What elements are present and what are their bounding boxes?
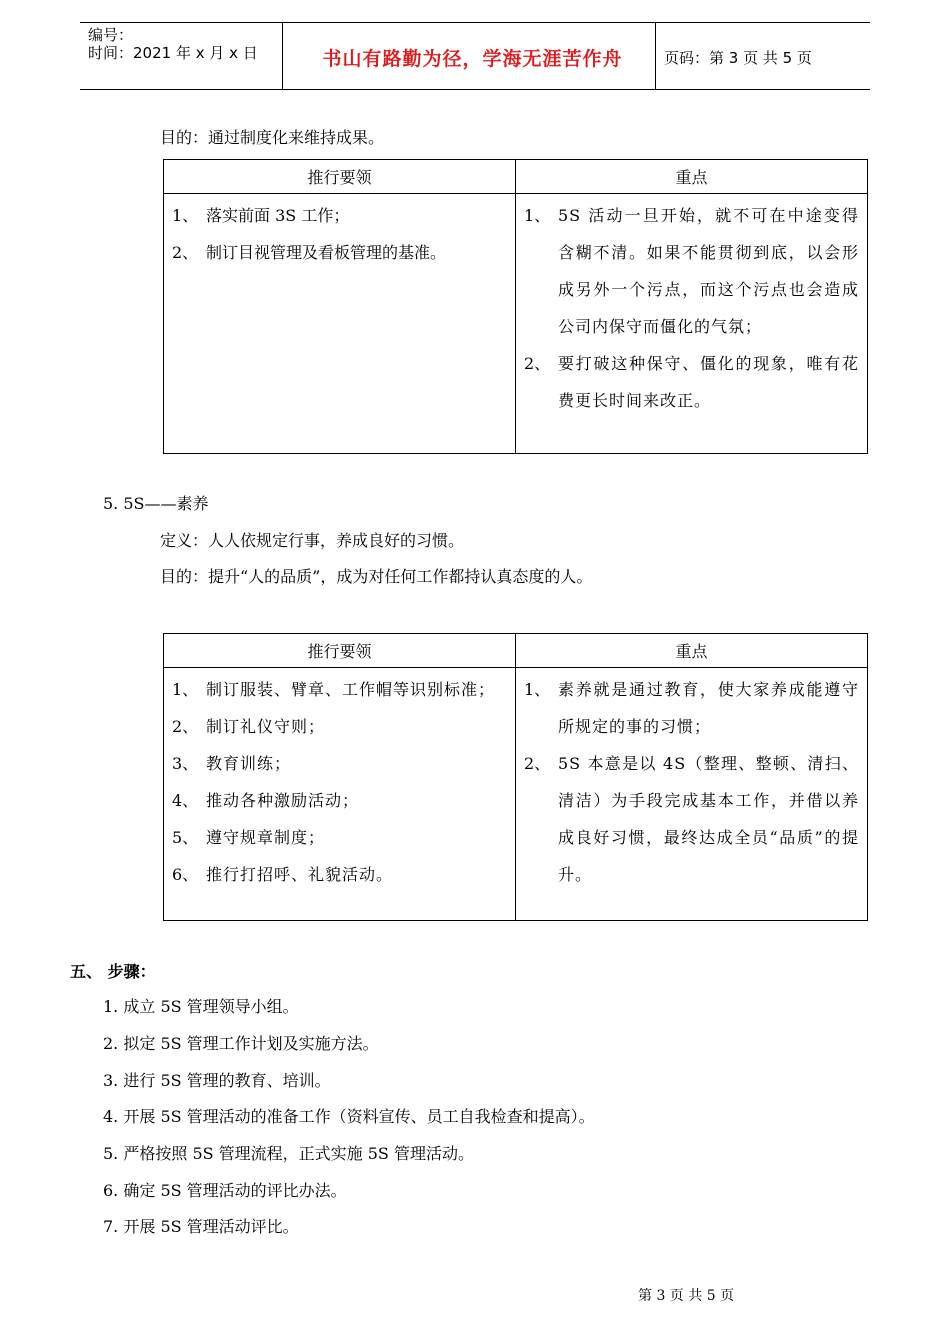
step-item: 7. 开展 5S 管理活动评比。 xyxy=(103,1217,299,1236)
list-item: 2、 制订目视管理及看板管理的基准。 xyxy=(172,243,447,262)
header-top-rule xyxy=(80,22,870,23)
section5-purpose: 目的：提升“人的品质”，成为对任何工作都持认真态度的人。 xyxy=(160,567,593,586)
list-item: 1、 落实前面 3S 工作； xyxy=(172,206,350,225)
page-footer: 第 3 页 共 5 页 xyxy=(638,1288,735,1304)
column-header: 重点 xyxy=(516,634,868,668)
section4-purpose: 目的：通过制度化来维持成果。 xyxy=(160,128,385,147)
list-item: 1、 5S 活动一旦开始，就不可在中途变得含糊不清。如果不能贯彻到底，以会形成另外一个污点，而这个污点也会造成公司内保守而僵化的气氛； xyxy=(524,206,859,336)
keypoint-cell xyxy=(516,668,868,921)
table-seiketsu xyxy=(163,159,868,454)
column-header: 推行要领 xyxy=(164,160,516,194)
document-number: 编号： xyxy=(88,26,134,44)
header-bottom-rule xyxy=(80,89,870,90)
list-item: 4、 推动各种激励活动； xyxy=(172,791,360,810)
step-item: 2. 拟定 5S 管理工作计划及实施方法。 xyxy=(103,1034,379,1053)
column-header: 推行要领 xyxy=(164,634,516,668)
step-item: 3. 进行 5S 管理的教育、培训。 xyxy=(103,1071,331,1090)
header-motto: 书山有路勤为径，学海无涯苦作舟 xyxy=(322,48,623,70)
steps-heading: 五、 步骤： xyxy=(70,962,156,981)
step-item: 1. 成立 5S 管理领导小组。 xyxy=(103,997,299,1016)
list-item: 2、 要打破这种保守、僵化的现象，唯有花费更长时间来改正。 xyxy=(524,354,859,410)
step-item: 6. 确定 5S 管理活动的评比办法。 xyxy=(103,1181,347,1200)
keypoint-cell xyxy=(516,194,868,454)
document-date: 时间：2021 年 x 月 x 日 xyxy=(88,44,258,62)
list-item: 6、 推行打招呼、礼貌活动。 xyxy=(172,865,394,884)
guideline-cell xyxy=(164,668,516,921)
header-divider xyxy=(282,22,283,89)
list-item: 2、 制订礼仪守则； xyxy=(172,717,326,736)
list-item: 2、 5S 本意是以 4S（整理、整顿、清扫、清洁）为手段完成基本工作，并借以养成良好习惯，最终达成全员“品质”的提升。 xyxy=(524,754,859,884)
step-item: 5. 严格按照 5S 管理流程，正式实施 5S 管理活动。 xyxy=(103,1144,474,1163)
list-item: 3、 教育训练； xyxy=(172,754,292,773)
section5-definition: 定义：人人依规定行事，养成良好的习惯。 xyxy=(160,531,465,550)
table-shitsuke xyxy=(163,633,868,921)
list-item: 1、 素养就是通过教育，使大家养成能遵守所规定的事的习惯； xyxy=(524,680,859,736)
header-divider xyxy=(655,22,656,89)
list-item: 5、 遵守规章制度； xyxy=(172,828,326,847)
list-item: 1、 制订服装、臂章、工作帽等识别标准； xyxy=(172,680,496,699)
header-page-number: 页码：第 3 页 共 5 页 xyxy=(664,49,812,67)
section5-heading: 5. 5S——素养 xyxy=(103,494,209,513)
header-meta xyxy=(88,26,258,62)
step-item: 4. 开展 5S 管理活动的准备工作（资料宣传、员工自我检查和提高）。 xyxy=(103,1107,595,1126)
guideline-cell xyxy=(164,194,516,454)
column-header: 重点 xyxy=(516,160,868,194)
